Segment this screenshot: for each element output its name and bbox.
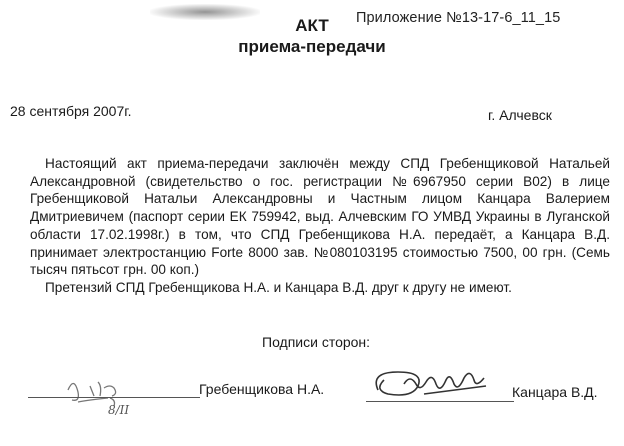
document-subtitle: приема-передачи xyxy=(238,37,386,56)
signature-line-left xyxy=(28,397,200,398)
act-body xyxy=(30,155,610,297)
appendix-number: Приложение №13-17-6_11_15 xyxy=(356,10,561,26)
act-paragraph-main: Настоящий акт приема-передачи заключён между СПД Гребенщиковой Натальей Александровной (свидетельство о гос. регистрации №6967950 серии В02) в лице Гребенщиковой Натальи Александровны и Частным лицом Канцара Валерием Дмитриевичем (паспорт серии ЕК 759942, выд. Алчевским ГО УМВД Украины в Луганской области 17.02.1998г.) в том, что СПД Гребенщикова Н.А. передаёт, а Канцара В.Д. принимает электростанцию Forte 8000 зав. №080103195 стоимостью 7500, 00 грн. (Семь тысяч пятьсот грн. 00 коп.) xyxy=(30,156,610,278)
act-paragraph-claims: Претензий СПД Гребенщикова Н.А. и Канцара В.Д. друг к другу не имеют. xyxy=(45,279,512,295)
signatures-heading: Подписи сторон: xyxy=(262,334,371,350)
signature-right-scribble xyxy=(364,360,514,406)
svg-text:8/II: 8/II xyxy=(108,403,130,417)
document-date: 28 сентября 2007г. xyxy=(10,103,132,119)
document-title: АКТ xyxy=(295,16,329,35)
document-city: г. Алчевск xyxy=(488,107,552,123)
signature-left-scribble xyxy=(38,368,148,418)
signatory-left-name: Гребенщикова Н.А. xyxy=(199,381,325,397)
signatory-right-name: Канцара В.Д. xyxy=(512,384,598,400)
signature-line-right xyxy=(366,401,514,402)
